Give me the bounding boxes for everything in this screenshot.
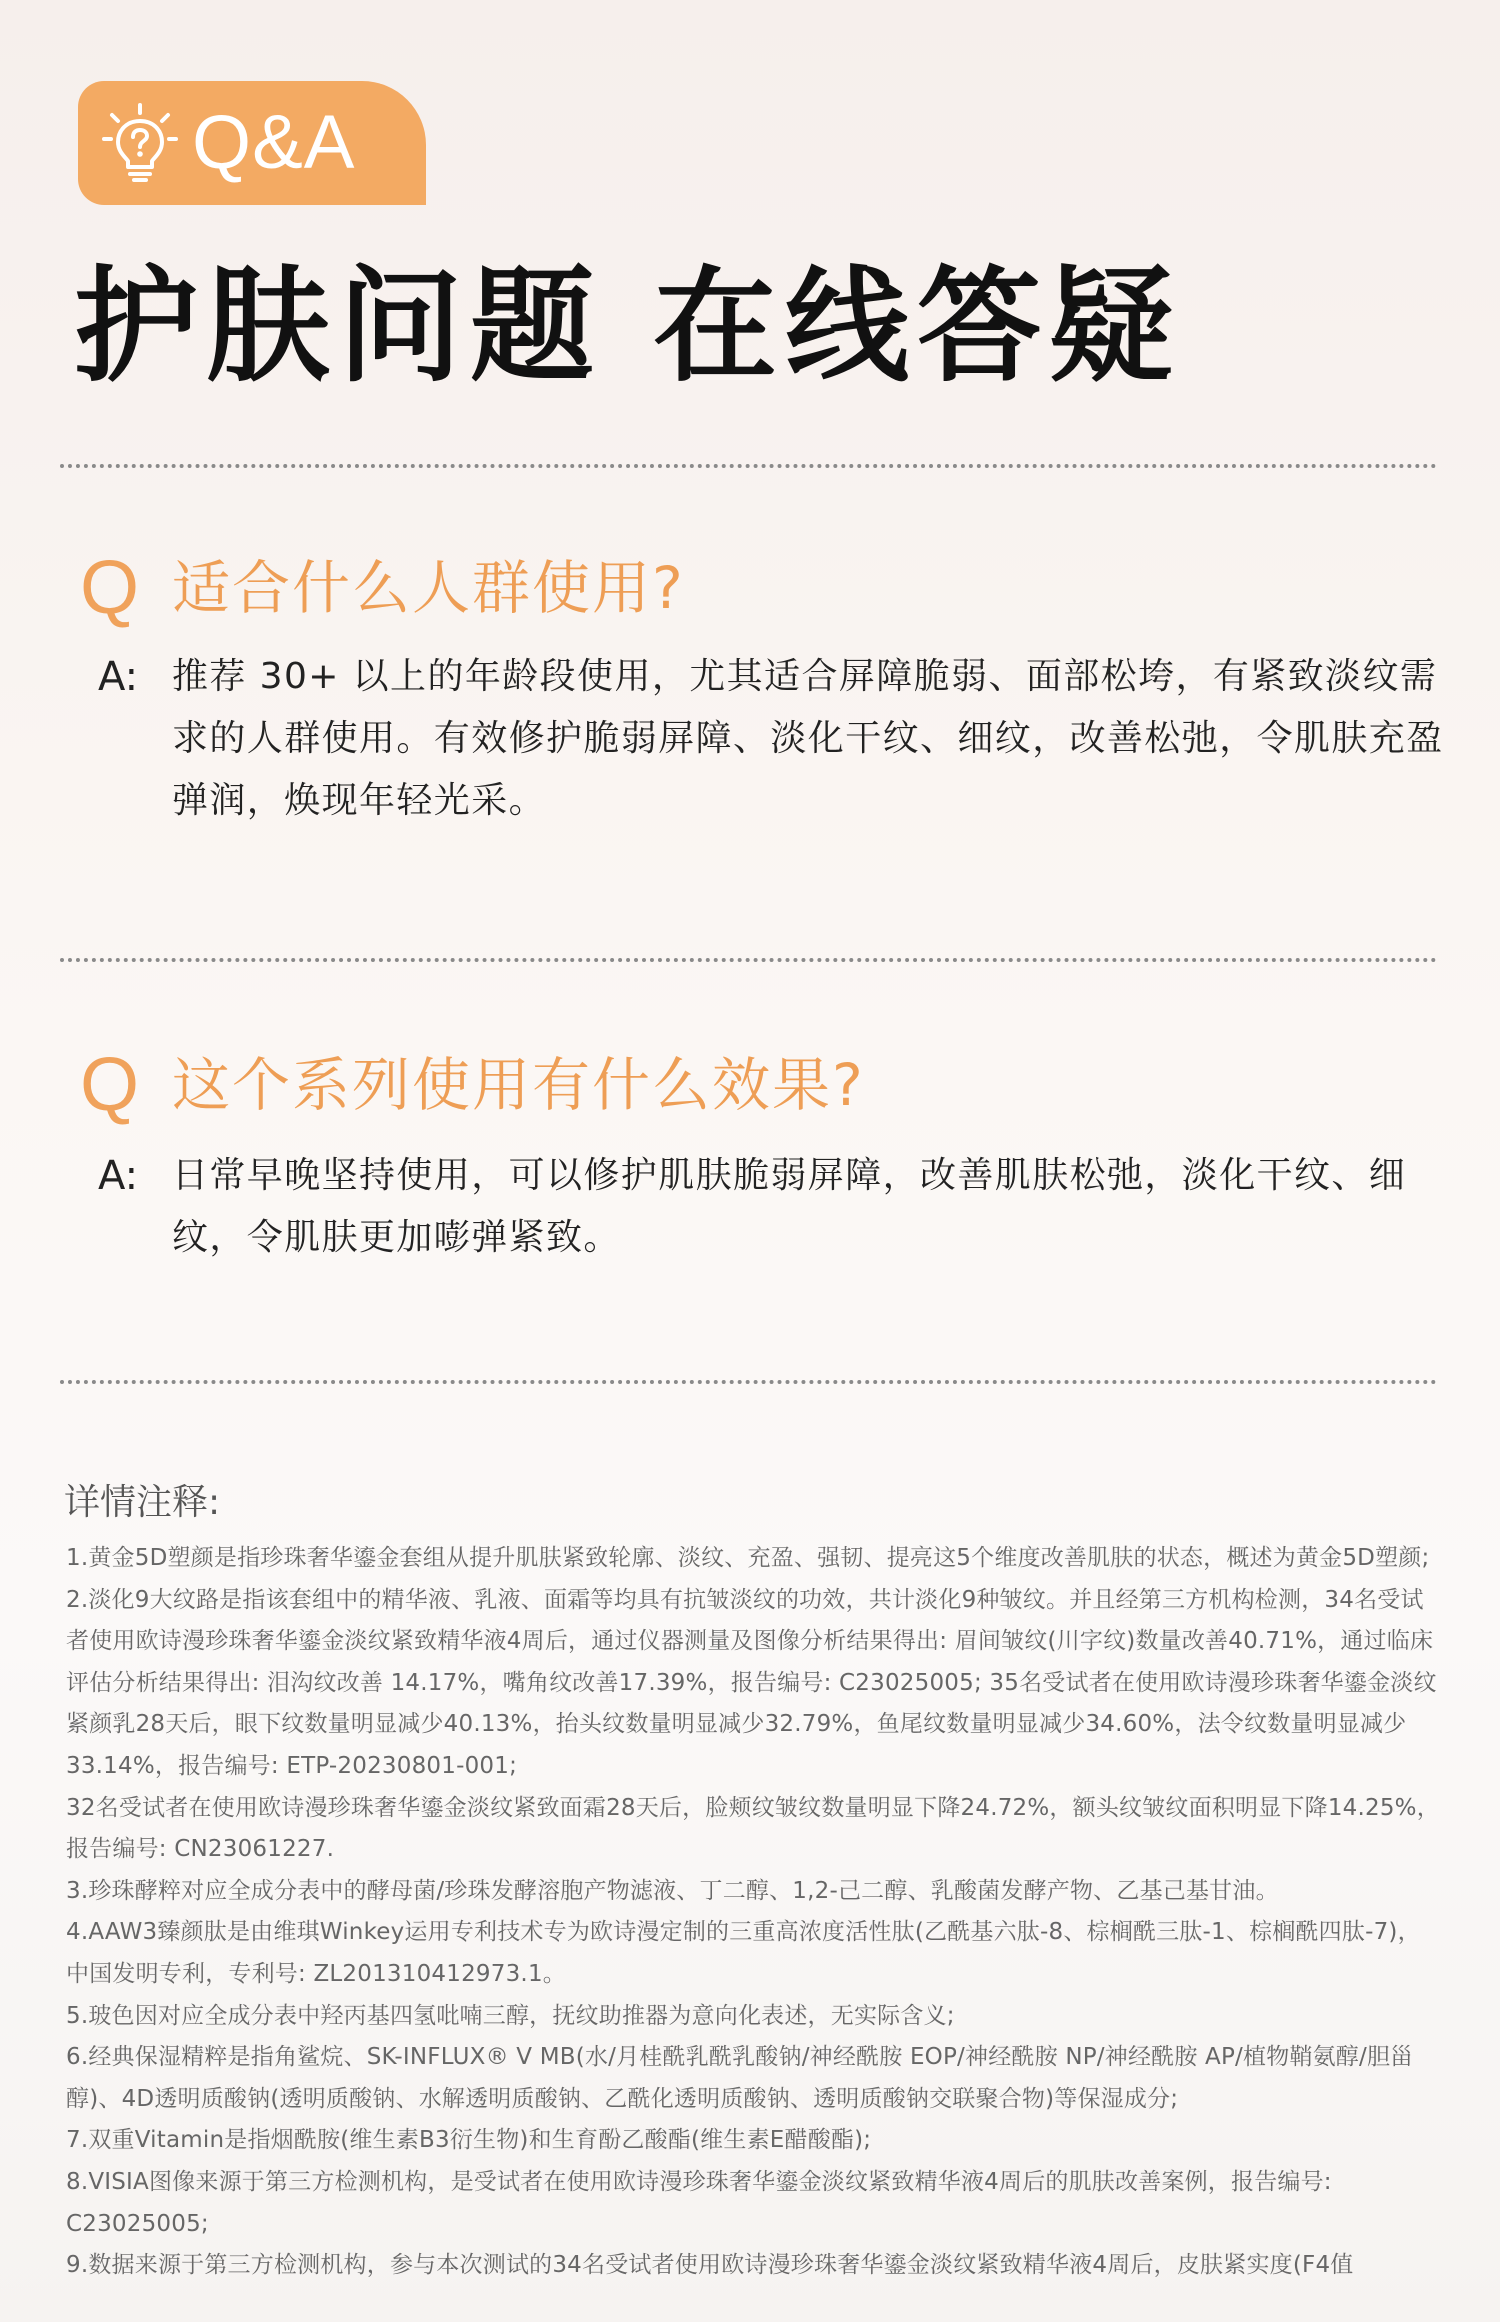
badge-text: Q&A: [192, 100, 356, 185]
divider: [60, 958, 1437, 962]
q-mark: Q: [80, 1042, 140, 1127]
note-item: 3.珍珠酵粹对应全成分表中的酵母菌/珍珠发酵溶胞产物滤液、丁二醇、1,2-己二醇、乳酸菌发酵产物、乙基己基甘油。: [66, 1877, 1279, 1904]
question-text: 适合什么人群使用?: [172, 554, 685, 622]
question-1: [80, 543, 685, 633]
question-2: [80, 1040, 865, 1130]
note-item: 6.经典保湿精粹是指角鲨烷、SK-INFLUX® V MB(水/月桂酰乳酰乳酸钠/神经酰胺 EOP/神经酰胺 NP/神经酰胺 AP/植物鞘氨醇/胆甾醇)、4D透明质酸钠(透明质酸钠、水解透明质酸钠、乙酰化透明质酸钠、透明质酸钠交联聚合物)等保湿成分;: [66, 2044, 1414, 2112]
note-item: 7.双重Vitamin是指烟酰胺(维生素B3衍生物)和生育酚乙酸酯(维生素E醋酸酯);: [66, 2127, 872, 2154]
answer-text: 日常早晚坚持使用，可以修护肌肤脆弱屏障，改善肌肤松弛，淡化干纹、细纹，令肌肤更加嘭弹紧致。: [172, 1155, 1407, 1258]
note-item: 2.淡化9大纹路是指该套组中的精华液、乳液、面霜等均具有抗皱淡纹的功效，共计淡化9种皱纹。并且经第三方机构检测，34名受试者使用欧诗漫珍珠奢华鎏金淡纹紧致精华液4周后，通过仪器测量及图像分析结果得出: 眉间皱纹(川字纹)数量改善40.71%，通过临床评估分析结果得出: 泪沟纹改善 14.17%，嘴角纹改善17.39%，报告编号: C23025005; 35名受试者在使用欧诗漫珍珠奢华鎏金淡纹紧颜乳28天后，眼下纹数量明显减少40.13%，抬头纹数量明显减少32.79%，鱼尾纹数量明显减少34.60%，法令纹数量明显减少33.14%，报告编号: ETP-20230801-001;: [66, 1586, 1437, 1779]
note-item: 8.VISIA图像来源于第三方检测机构，是受试者在使用欧诗漫珍珠奢华鎏金淡纹紧致精华液4周后的肌肤改善案例，报告编号: C23025005;: [66, 2168, 1332, 2237]
divider: [60, 1380, 1437, 1384]
qa-badge: [78, 81, 426, 205]
page-title: 护肤问题 在线答疑: [74, 255, 1182, 399]
note-item: 32名受试者在使用欧诗漫珍珠奢华鎏金淡纹紧致面霜28天后，脸颊纹皱纹数量明显下降24.72%，额头纹皱纹面积明显下降14.25%，报告编号: CN23061227.: [66, 1794, 1440, 1863]
notes-list: [66, 1538, 1440, 2287]
note-item: 1.黄金5D塑颜是指珍珠奢华鎏金套组从提升肌肤紧致轮廓、淡纹、充盈、强韧、提亮这5个维度改善肌肤的状态，概述为黄金5D塑颜;: [66, 1545, 1430, 1571]
q-mark: Q: [80, 545, 140, 630]
question-text: 这个系列使用有什么效果?: [172, 1051, 865, 1119]
note-item: 5.玻色因对应全成分表中羟丙基四氢吡喃三醇，抚纹助推器为意向化表述，无实际含义;: [66, 2002, 955, 2029]
notes-title: 详情注释:: [64, 1482, 221, 1523]
note-item: 9.数据来源于第三方检测机构，参与本次测试的34名受试者使用欧诗漫珍珠奢华鎏金淡纹紧致精华液4周后，皮肤紧实度(F4值: [66, 2252, 1354, 2279]
answer-text: 推荐 30+ 以上的年龄段使用，尤其适合屏障脆弱、面部松垮，有紧致淡纹需求的人群使用。有效修护脆弱屏障、淡化干纹、细纹，改善松弛，令肌肤充盈弹润，焕现年轻光采。: [172, 656, 1444, 821]
note-item: 4.AAW3臻颜肽是由维琪Winkey运用专利技术专为欧诗漫定制的三重高浓度活性肽(乙酰基六肽-8、棕榈酰三肽-1、棕榈酰四肽-7)，中国发明专利，专利号: ZL201310412973.1。: [66, 1919, 1421, 1987]
a-mark: A:: [98, 1153, 139, 1199]
divider: [60, 464, 1437, 468]
a-mark: A:: [98, 654, 139, 700]
lightbulb-question-icon: [98, 101, 182, 185]
